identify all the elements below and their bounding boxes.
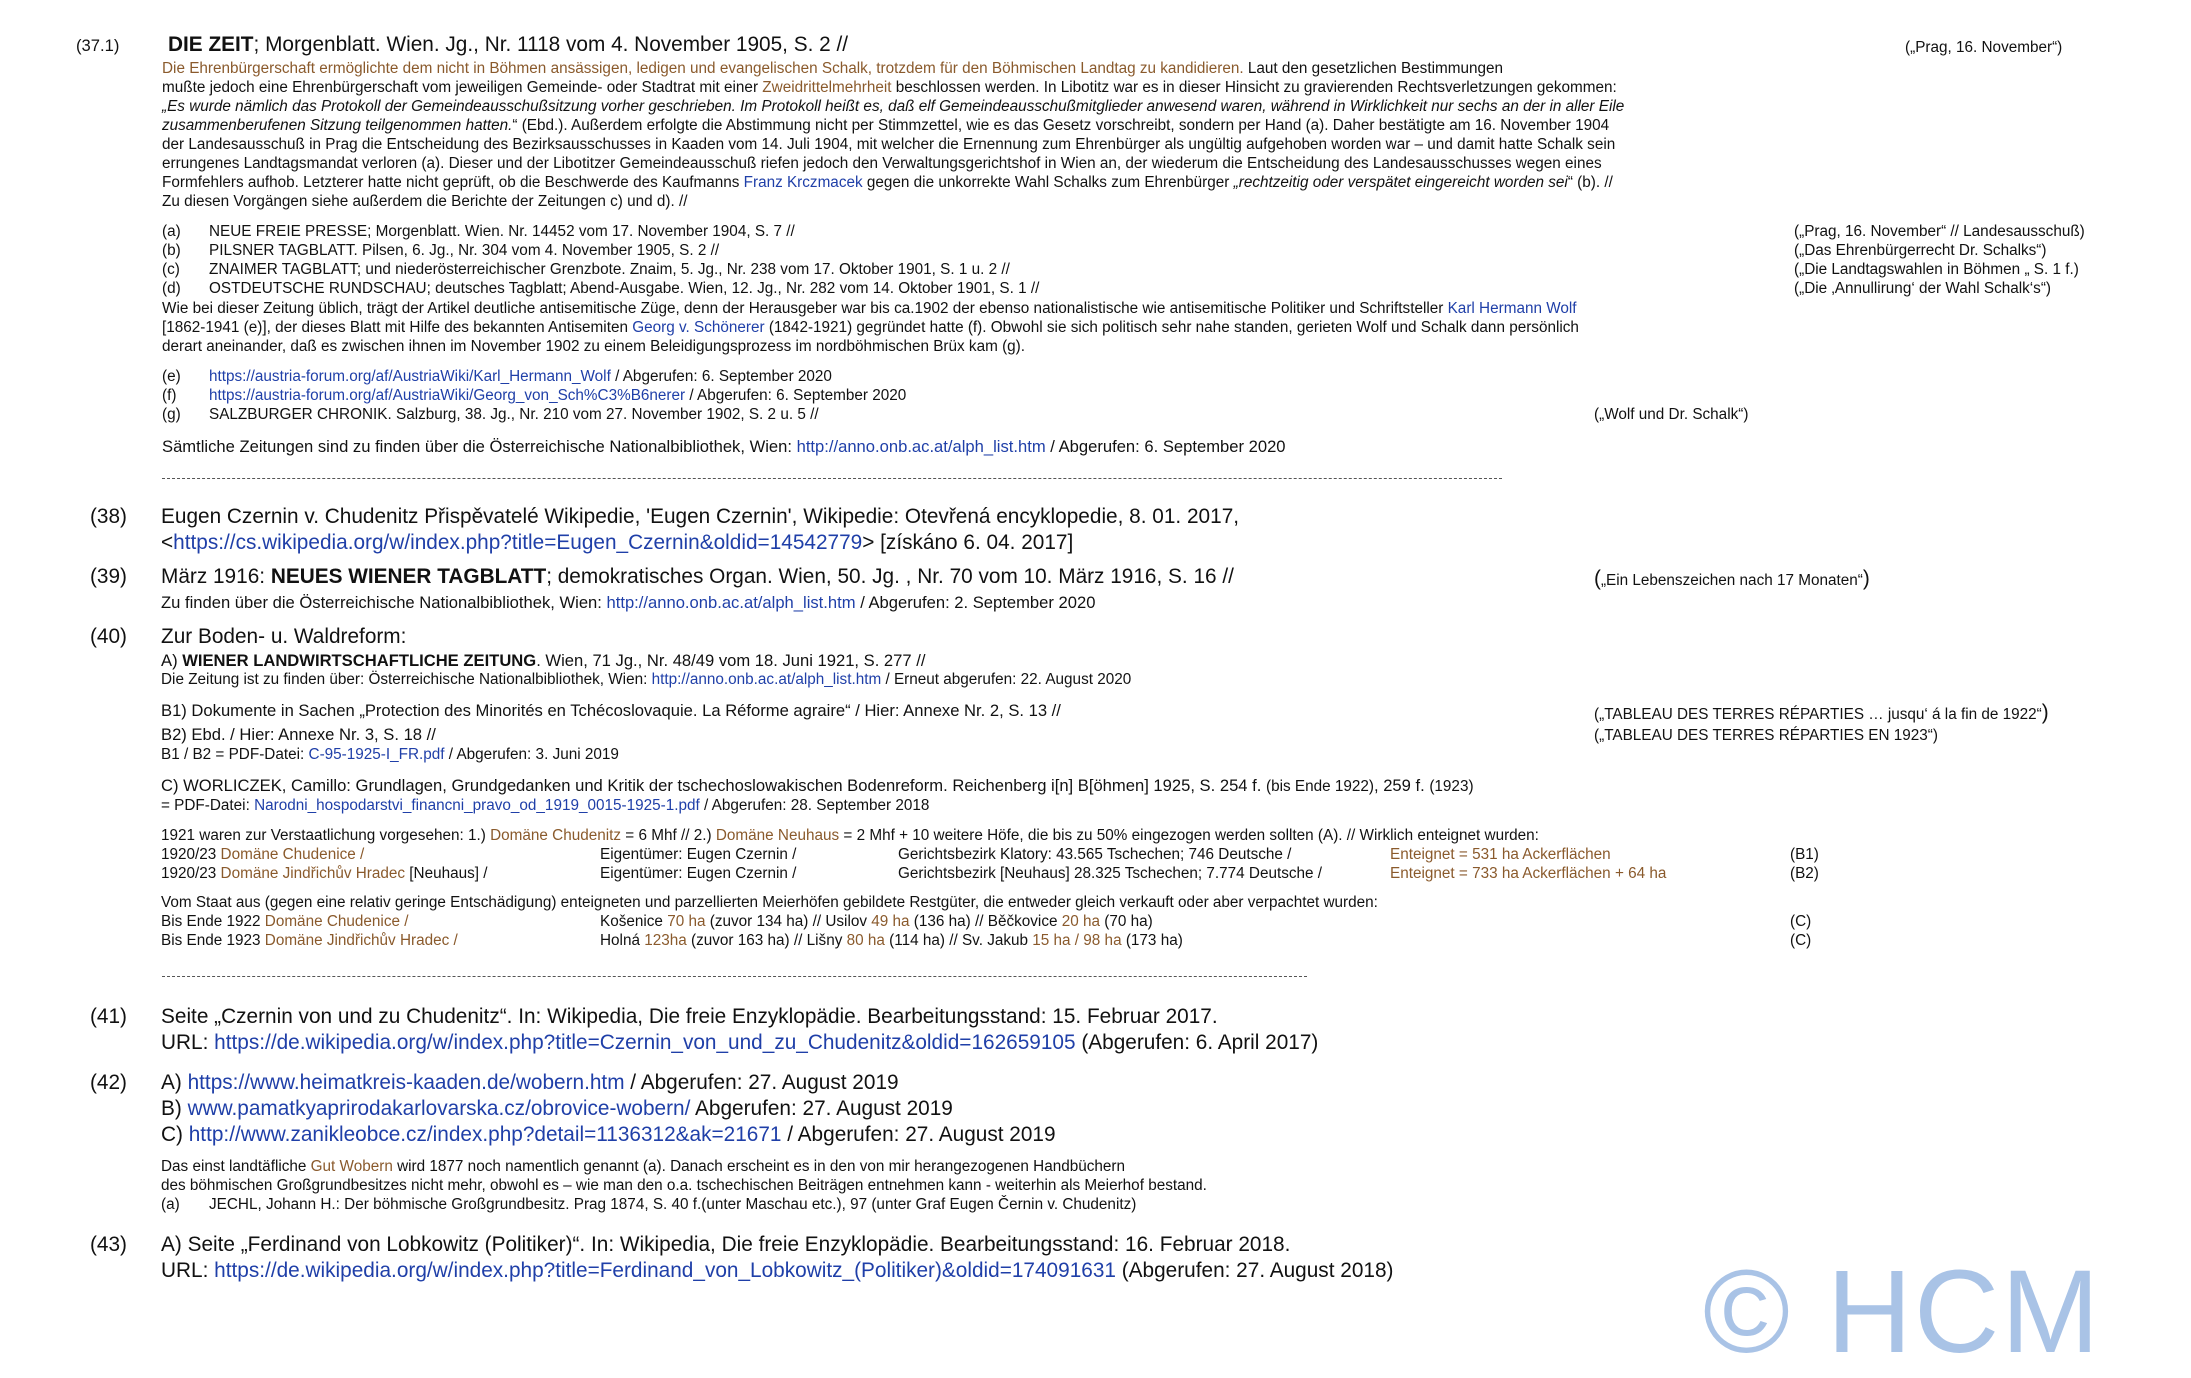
reference-key: (c) [162,261,180,278]
text: , 259 f. [1373,776,1430,795]
text: > [získáno 6. 04. 2017] [862,531,1074,554]
note-39-article [1594,566,1870,592]
note-37-remark-line [162,318,1579,337]
reference-key: (f) [162,387,177,404]
text: ) [2041,701,2049,724]
text: A) [161,651,183,670]
table-cell-ref: (C) [1790,913,1812,930]
text: Wie bei dieser Zeitung üblich, trägt der Artikel deutliche antisemitische Züge, denn der Herausgeber war bis ca.1902 der ebenso nationalistische wie antisemitische Politiker und Schriftsteller [162,300,1448,317]
reference-article: („Die ‚Annullirung‘ der Wahl Schalk‘s“) [1794,280,2052,297]
web-link[interactable]: www.pamatkyaprirodakarlovarska.cz/obrovice-wobern/ [187,1097,691,1120]
table-cell-owner: Eigentümer: Eugen Czernin / [600,865,797,882]
wikipedia-link[interactable]: https://de.wikipedia.org/w/index.php?title=Ferdinand_von_Lobkowitz_(Politiker)&oldid=174091631 [214,1259,1116,1282]
table-cell-expropriated: Enteignet = 531 ha Ackerflächen [1390,846,1611,863]
text: Bis Ende 1923 [161,932,265,949]
note-40-nationalization-line [161,826,1539,845]
table-cell-district: Gerichtsbezirk [Neuhaus] 28.325 Tschechen; 7.774 Deutsche / [898,865,1323,882]
copyright-watermark: © HCM [1703,1246,2102,1378]
note-number-40: (40) [90,625,127,648]
estate-name: Domäne Chudenice / [264,913,409,930]
year-range: 1920/23 [161,846,221,863]
reference-text: SALZBURGER CHRONIK. Salzburg, 38. Jg., Nr. 210 vom 27. November 1902, S. 2 u. 5 // [209,406,819,423]
newspaper-title: WIENER LANDWIRTSCHAFTLICHE ZEITUNG [182,651,537,670]
table-cell-ref: (B1) [1790,846,1819,863]
area-value: 70 ha [667,913,706,930]
reference-text: JECHL, Johann H.: Der böhmische Großgrundbesitz. Prag 1874, S. 40 f.(unter Maschau etc.), 97 (unter Graf Eugen Černin v. Chudenitz) [209,1196,1137,1213]
note-37-paragraph-line [162,173,1613,192]
archive-link[interactable]: http://anno.onb.ac.at/alph_list.htm [796,437,1046,456]
area-value: 20 ha [1061,913,1101,930]
note-42-link-b [161,1096,953,1122]
reference-link[interactable]: https://austria-forum.org/af/AustriaWiki/Karl_Hermann_Wolf [209,368,611,385]
text: (Abgerufen: 27. August 2018) [1115,1259,1394,1282]
text: “ (b). // [1567,174,1613,191]
section-divider [162,976,1307,977]
text: (Abgerufen: 6. April 2017) [1075,1031,1319,1054]
note-number-39: (39) [90,565,127,588]
note-37-quote-line: „Es wurde nämlich das Protokoll der Gemeindeausschußsitzung vorher geschrieben. Im Protokoll heißt es, daß elf Gemeindeausschußmitglieder anwesend waren, während in Wirklichkeit nur sechs an der in aller Eile [162,98,1625,115]
text: [Neuhaus] / [405,865,488,882]
text: wird 1877 noch namentlich genannt (a). Danach erscheint es in den von mir herangezogenen Handbüchern [392,1158,1126,1175]
heading-citation: ; Morgenblatt. Wien. Jg., Nr. 1118 vom 4. November 1905, S. 2 // [253,33,849,56]
note-37-remark-line: derart aneinander, daß es zwischen ihnen im November 1902 zu einem Beleidigungsprozess im nordböhmischen Brüx kam (g). [162,338,1026,355]
text: (zuvor 163 ha) // Lišny [686,932,847,949]
quote-text: zusammenberufenen Sitzung teilgenommen hatten. [162,117,513,134]
newspaper-title: DIE ZEIT [168,33,254,56]
text: ) [1862,567,1870,590]
note-number-43: (43) [90,1233,127,1256]
text: (136 ha) // Běčkovice [909,913,1062,930]
text: gegen die unkorrekte Wahl Schalks zum Ehrenbürger [862,174,1234,191]
text: (114 ha) // Sv. Jakub [884,932,1033,949]
text: A) [161,1071,188,1094]
text: März 1916: [161,565,271,588]
reference-key: (d) [162,280,181,297]
text: / Erneut abgerufen: 22. August 2020 [881,671,1132,688]
text: / Abgerufen: 6. September 2020 [685,387,907,404]
text: Formfehlers aufhob. Letzterer hatte nicht geprüft, ob die Beschwerde des Kaufmanns [162,174,744,191]
remnant-row-holdings [600,931,1183,950]
text: < [161,531,174,554]
note-37-paragraph-line: errungenes Landtagsmandat verloren (a). Dieser und der Libotitzer Gemeindeausschuß riefen jedoch den Verwaltungsgerichtshof in Wien an, der wiederum die Entscheidung des Landesausschusses wegen eines [162,155,1602,172]
text: (1923) [1429,778,1474,795]
note-40-source-b2-table: („TABLEAU DES TERRES RÉPARTIES EN 1923“) [1594,727,1938,744]
note-43-line [161,1258,1393,1284]
remnant-row-estate [161,912,408,931]
text: C) WORLICZEK, Camillo: Grundlagen, Grundgedanken und Kritik der tschechoslowakischen Bodenreform. Reichenberg i[n] B[öhmen] 1925, S. 254 f. [161,776,1266,795]
note-number-42: (42) [90,1071,127,1094]
note-37-heading-article: („Prag, 16. November“) [1905,39,2063,56]
pdf-file-link[interactable]: Narodni_hospodarstvi_financni_pravo_od_1919_0015-1925-1.pdf [254,797,700,814]
note-42-link-a [161,1070,899,1096]
text: Abgerufen: 27. August 2019 [690,1097,953,1120]
note-40-pdf-line [161,796,929,815]
reference-text: PILSNER TAGBLATT. Pilsen, 6. Jg., Nr. 304 vom 4. November 1905, S. 2 // [209,242,720,259]
text: mußte jedoch eine Ehrenbürgerschaft vom jeweiligen Gemeinde- oder Stadtrat mit einer [162,79,763,96]
remnant-row-estate [161,931,458,950]
wikipedia-link[interactable]: https://de.wikipedia.org/w/index.php?title=Czernin_von_und_zu_Chudenitz&oldid=162659105 [214,1031,1076,1054]
text: Zu finden über die Österreichische Nationalbibliothek, Wien: [161,593,607,612]
highlighted-sentence: Die Ehrenbürgerschaft ermöglichte dem nicht in Böhmen ansässigen, ledigen und evangelischen Schalk, trotzdem für den Böhmischen Landtag zu kandidieren. [162,60,1244,77]
reference-text [209,386,906,405]
web-link[interactable]: http://www.zanikleobce.cz/index.php?detail=1136312&ak=21671 [188,1123,782,1146]
note-38-line [161,530,1073,556]
newspaper-title: NEUES WIENER TAGBLATT [270,565,547,588]
quote-text: „rechtzeitig oder verspätet eingereicht worden sei [1233,174,1568,191]
text: B) [161,1097,188,1120]
reference-key: (g) [162,406,181,423]
estate-name: Domäne Jindřichův Hradec [220,865,406,882]
table-cell-expropriated: Enteignet = 733 ha Ackerflächen + 64 ha [1390,865,1667,882]
note-39-line [161,564,1234,590]
person-link[interactable]: Franz Krczmacek [743,174,863,191]
text: (zuvor 134 ha) // Usilov [705,913,872,930]
text: = 2 Mhf + 10 weitere Höfe, die bis zu 50% eingezogen werden sollten (A). // Wirklich enteignet wurden: [839,827,1539,844]
table-cell-owner: Eigentümer: Eugen Czernin / [600,846,797,863]
text: [1862-1941 (e)], der dieses Blatt mit Hilfe des bekannten Antisemiten [162,319,633,336]
note-42-text-line: des böhmischen Großgrundbesitzes nicht mehr, obwohl es – wie man den o.a. tschechischen Beiträgen entnehmen kann - weiterhin als Meierhof bestand. [161,1177,1207,1194]
year-range: 1920/23 [161,865,221,882]
reference-article: („Wolf und Dr. Schalk“) [1594,406,1749,423]
text: (1842-1921) gegründet hatte (f). Obwohl sie sich politisch sehr nahe standen, gerieten Wolf und Schalk dann persönlich [764,319,1579,336]
person-link[interactable]: Georg v. Schönerer [632,319,765,336]
note-40-title: Zur Boden- u. Waldreform: [161,625,407,648]
note-40-source-b1: B1) Dokumente in Sachen „Protection des Minorités en Tchécoslovaquie. La Réforme agraire“ / Hier: Annexe Nr. 2, S. 13 // [161,701,1061,720]
table-cell-ref: (C) [1790,932,1812,949]
note-37-paragraph-line: Zu diesen Vorgängen siehe außerdem die Berichte der Zeitungen c) und d). // [162,193,688,210]
text: Sämtliche Zeitungen sind zu finden über die Österreichische Nationalbibliothek, Wien: [162,437,797,456]
text: / Abgerufen: 6. September 2020 [610,368,832,385]
table-cell-ref: (B2) [1790,865,1819,882]
note-41-line [161,1030,1318,1056]
reference-key: (b) [162,242,181,259]
pdf-file-link[interactable]: C-95-1925-I_FR.pdf [308,746,445,763]
estate-name: Domäne Neuhaus [715,827,840,844]
reference-article: („Das Ehrenbürgerrecht Dr. Schalks“) [1794,242,2047,259]
note-43-line: A) Seite „Ferdinand von Lobkowitz (Politiker)“. In: Wikipedia, Die freie Enzyklopädie. Bearbeitungsstand: 16. Februar 2018. [161,1233,1291,1256]
text: / Abgerufen: 6. September 2020 [1045,437,1286,456]
reference-text [209,367,832,386]
note-40-source-b1-table [1594,700,2049,726]
text: URL: [161,1259,215,1282]
note-40-remnant-intro: Vom Staat aus (gegen eine relativ geringe Entschädigung) enteigneten und parzellierten Meierhöfen gebildete Restgüter, die entweder gleich verkauft oder aber verpachtet wurden: [161,894,1378,911]
reference-text: ZNAIMER TAGBLATT; und niederösterreichischer Grenzbote. Znaim, 5. Jg., Nr. 238 vom 17. Oktober 1901, S. 1 u. 2 // [209,261,1010,278]
text: = PDF-Datei: [161,797,255,814]
text: / Abgerufen: 27. August 2019 [624,1071,899,1094]
archive-link[interactable]: http://anno.onb.ac.at/alph_list.htm [606,593,856,612]
note-37-paragraph-line: der Landesausschuß in Prag die Entscheidung des Bezirksausschusses in Kaaden vom 14. Juli 1904, mit welcher die Ernennung zum Ehrenbürger als ungültig aufgehoben worden war – und damit hatte Schalk sein [162,136,1616,153]
note-37-paragraph-line [162,78,1617,97]
text: / Abgerufen: 3. Juni 2019 [444,746,619,763]
note-39-line [161,592,1095,613]
table-cell-estate [161,864,488,883]
text: (bis Ende 1922) [1265,778,1374,795]
note-42-text-line [161,1157,1125,1176]
web-link[interactable]: https://www.heimatkreis-kaaden.de/wobern.htm [187,1071,625,1094]
text: Holná [600,932,645,949]
article-title: „Ein Lebenszeichen nach 17 Monaten“ [1600,572,1863,589]
estate-name: Domäne Chudenice / [220,846,365,863]
table-cell-district: Gerichtsbezirk Klatory: 43.565 Tschechen; 746 Deutsche / [898,846,1292,863]
text: ( [1594,567,1601,590]
reference-article: („Die Landtagswahlen in Böhmen „ S. 1 f.) [1794,261,2079,278]
text: / Abgerufen: 27. August 2019 [781,1123,1056,1146]
area-value: 15 ha / 98 ha [1032,932,1122,949]
area-value: 123ha [644,932,687,949]
estate-name: Domäne Chudenitz [490,827,622,844]
note-41-line: Seite „Czernin von und zu Chudenitz“. In: Wikipedia, Die freie Enzyklopädie. Bearbeitungsstand: 15. Februar 2017. [161,1005,1218,1028]
table-cell-estate [161,845,364,864]
note-40-pdf-line [161,745,619,764]
text: / Abgerufen: 2. September 2020 [855,593,1096,612]
note-40-source-a [161,650,925,671]
text: ; demokratisches Organ. Wien, 50. Jg. , Nr. 70 vom 10. März 1916, S. 16 // [546,565,1234,588]
note-37-remark-line [162,299,1577,318]
area-value: 80 ha [846,932,885,949]
reference-text: NEUE FREIE PRESSE; Morgenblatt. Wien. Nr. 14452 vom 17. November 1904, S. 7 // [209,223,795,240]
note-number-41: (41) [90,1005,127,1028]
note-number-37-1: (37.1) [76,36,120,55]
wikipedia-link[interactable]: https://cs.wikipedia.org/w/index.php?title=Eugen_Czernin&oldid=14542779 [173,531,863,554]
text: “ (Ebd.). Außerdem erfolgte die Abstimmung nicht per Stimmzettel, wie es das Gesetz vorschreibt, sondern per Hand (a). Daher bestätigte am 16. November 1904 [512,117,1610,134]
text: URL: [161,1031,215,1054]
estate-name: Domäne Jindřichův Hradec / [264,932,458,949]
reference-key: (a) [161,1196,180,1213]
text: B1 / B2 = PDF-Datei: [161,746,309,763]
reference-key: (a) [162,223,181,240]
section-divider [162,478,1502,479]
text: Laut den gesetzlichen Bestimmungen [1243,60,1504,77]
estate-name: Gut Wobern [310,1158,393,1175]
table-title: („TABLEAU DES TERRES RÉPARTIES … jusqu‘ á la fin de 1922“ [1594,706,2042,723]
text: beschlossen werden. In Libotitz war es in dieser Hinsicht zu gravierenden Rechtsverletzungen gekommen: [891,79,1617,96]
reference-article: („Prag, 16. November“ // Landesausschuß) [1794,223,2085,240]
text: 1921 waren zur Verstaatlichung vorgesehen: 1.) [161,827,491,844]
text: / Abgerufen: 28. September 2018 [699,797,930,814]
reference-key: (e) [162,368,181,385]
note-37-paragraph-line [162,59,1503,78]
note-number-38: (38) [90,505,127,528]
note-42-link-c [161,1122,1056,1148]
text: (70 ha) [1100,913,1153,930]
note-40-source-b2: B2) Ebd. / Hier: Annexe Nr. 3, S. 18 // [161,725,436,744]
text: . Wien, 71 Jg., Nr. 48/49 vom 18. Juni 1921, S. 277 // [536,651,926,670]
text: Košenice [600,913,668,930]
highlighted-term: Zweidrittelmehrheit [762,79,892,96]
text: (173 ha) [1121,932,1183,949]
reference-text: OSTDEUTSCHE RUNDSCHAU; deutsches Tagblatt; Abend-Ausgabe. Wien, 12. Jg., Nr. 282 vom 14. Oktober 1901, S. 1 // [209,280,1040,297]
area-value: 49 ha [871,913,910,930]
note-37-heading [168,32,848,58]
remnant-row-holdings [600,912,1153,931]
text: Das einst landtäfliche [161,1158,311,1175]
text: C) [161,1123,189,1146]
person-link[interactable]: Karl Hermann Wolf [1447,300,1577,317]
note-40-source-c [161,775,1474,796]
note-38-line: Eugen Czernin v. Chudenitz Přispěvatelé Wikipedie, 'Eugen Czernin', Wikipedie: Otevřená encyklopedie, 8. 01. 2017, [161,505,1240,528]
text: Die Zeitung ist zu finden über: Österreichische Nationalbibliothek, Wien: [161,671,652,688]
text: Bis Ende 1922 [161,913,265,930]
note-40-source-a-access [161,670,1131,689]
note-37-paragraph-line [162,116,1609,135]
archive-link[interactable]: http://anno.onb.ac.at/alph_list.htm [651,671,882,688]
reference-link[interactable]: https://austria-forum.org/af/AustriaWiki/Georg_von_Sch%C3%B6nerer [209,387,686,404]
note-37-archive-line [162,436,1286,457]
text: = 6 Mhf // 2.) [621,827,716,844]
